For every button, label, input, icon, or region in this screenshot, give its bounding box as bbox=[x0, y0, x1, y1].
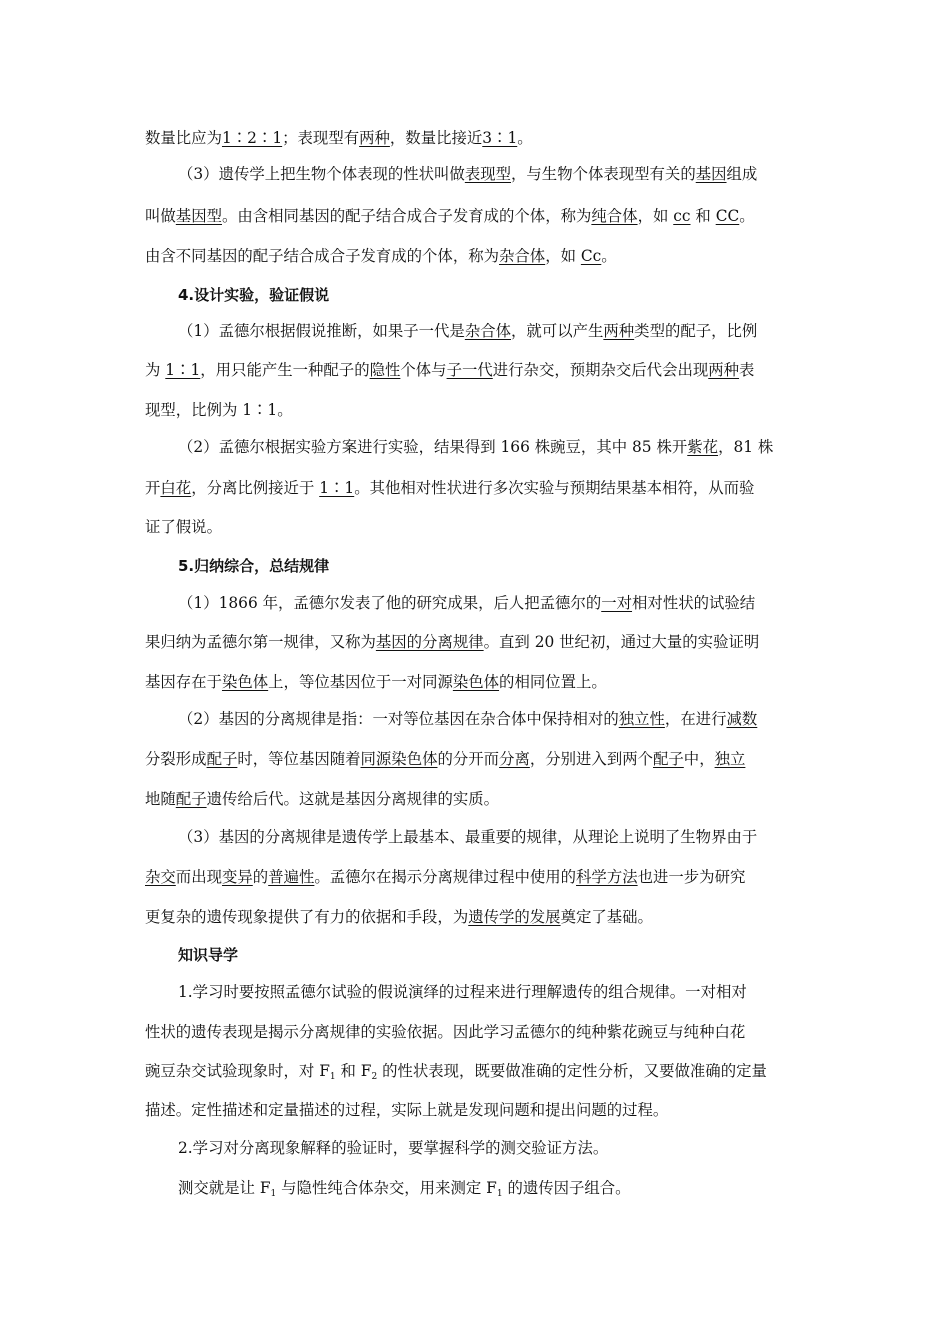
answer-blank: 遗传学的发展 bbox=[468, 908, 561, 926]
text-line bbox=[145, 788, 499, 810]
answer-blank: 配子 bbox=[653, 750, 684, 768]
text-line bbox=[178, 1137, 608, 1159]
text-run: 。直到 20 世纪初，通过大量的实验证明 bbox=[483, 633, 760, 651]
text-line bbox=[178, 1177, 631, 1199]
text-line bbox=[145, 1060, 767, 1082]
subscript: 1 bbox=[329, 1072, 336, 1082]
text-run: 遗传给后代。这就是基因分离规律的实质。 bbox=[206, 790, 500, 808]
text-run: 的遗传因子组合。 bbox=[502, 1179, 631, 1197]
text-run: ；表现型有 bbox=[282, 129, 360, 147]
text-run: 上，等位基因位于一对同源 bbox=[268, 673, 453, 691]
text-run: 证了假说。 bbox=[145, 518, 222, 536]
text-run: 果归纳为孟德尔第一规律，又称为 bbox=[145, 633, 376, 651]
text-run: ，分离比例接近于 bbox=[191, 479, 320, 497]
text-run: 更复杂的遗传现象提供了有力的依据和手段，为 bbox=[145, 908, 469, 926]
text-run: 也进一步为研究 bbox=[637, 868, 746, 886]
text-run: 。其他相对性状进行多次实验与预期结果基本相符，从而验 bbox=[354, 479, 755, 497]
text-run: 性状的遗传表现是揭示分离规律的实验依据。因此学习孟德尔的纯种紫花豌豆与纯种白花 bbox=[145, 1023, 746, 1041]
section-heading: 5.归纳综合，总结规律 bbox=[178, 557, 330, 575]
text-line bbox=[145, 1021, 745, 1043]
text-run: 。孟德尔在揭示分离规律过程中使用的 bbox=[314, 868, 577, 886]
text-run: 数量比应为 bbox=[145, 129, 222, 147]
text-run: ，数量比接近 bbox=[389, 129, 483, 147]
text-run: （3）遗传学上把生物个体表现的性状叫做 bbox=[178, 165, 465, 183]
text-run: ，分别进入到两个 bbox=[529, 750, 653, 768]
text-run: 2.学习对分离现象解释的验证时，要掌握科学的测交验证方法。 bbox=[178, 1139, 609, 1157]
text-line bbox=[145, 477, 754, 499]
text-run: 地随 bbox=[145, 790, 176, 808]
text-run: 1.学习时要按照孟德尔试验的假说演绎的过程来进行理解遗传的组合规律。一对相对 bbox=[178, 983, 747, 1001]
text-run: （2）孟德尔根据实验方案进行实验，结果得到 166 株豌豆，其中 85 株开 bbox=[178, 438, 688, 456]
text-run: （3）基因的分离规律是遗传学上最基本、最重要的规律，从理论上说明了生物界由于 bbox=[178, 828, 758, 846]
answer-blank: 1∶1 bbox=[319, 479, 355, 497]
text-run: 的相同位置上。 bbox=[499, 673, 607, 691]
text-run: ，如 bbox=[637, 207, 674, 225]
text-line bbox=[145, 1099, 668, 1121]
text-line bbox=[145, 671, 607, 693]
text-run: 奠定了基础。 bbox=[560, 908, 653, 926]
text-run: 的 bbox=[252, 868, 269, 886]
text-line bbox=[178, 592, 755, 614]
answer-blank: 分离 bbox=[499, 750, 530, 768]
text-run: 类型的配子，比例 bbox=[634, 322, 758, 340]
text-line bbox=[145, 359, 754, 381]
text-run: 基因存在于 bbox=[145, 673, 222, 691]
answer-blank: CC bbox=[715, 207, 740, 225]
text-run: 分裂形成 bbox=[145, 750, 207, 768]
text-line bbox=[145, 631, 759, 653]
text-run: 表 bbox=[739, 361, 755, 379]
text-run: （1）1866 年，孟德尔发表了他的研究成果，后人把孟德尔的 bbox=[178, 594, 602, 612]
answer-blank: 基因的分离规律 bbox=[375, 633, 484, 651]
answer-blank: 杂交 bbox=[145, 868, 176, 886]
answer-blank: 普遍性 bbox=[268, 868, 315, 886]
text-run: （1）孟德尔根据假说推断，如果子一代是 bbox=[178, 322, 465, 340]
text-run: 现型，比例为 1∶1。 bbox=[145, 401, 293, 419]
text-run: 测交就是让 F bbox=[178, 1179, 271, 1197]
answer-blank: 白花 bbox=[160, 479, 192, 497]
answer-blank: 1∶2∶1 bbox=[221, 129, 283, 147]
text-run: 描述。定性描述和定量描述的过程，实际上就是发现问题和提出问题的过程。 bbox=[145, 1101, 669, 1119]
text-run: 中， bbox=[683, 750, 715, 768]
text-line bbox=[145, 516, 222, 538]
text-run: 时，等位基因随着 bbox=[237, 750, 361, 768]
answer-blank: Cc bbox=[580, 247, 602, 265]
answer-blank: 染色体 bbox=[452, 673, 500, 691]
text-run: 由含不同基因的配子结合成合子发育成的个体，称为 bbox=[145, 247, 499, 265]
text-line bbox=[178, 826, 757, 848]
section-heading: 知识导学 bbox=[178, 946, 239, 964]
answer-blank: 配子 bbox=[206, 750, 238, 768]
answer-blank: 科学方法 bbox=[576, 868, 638, 886]
answer-blank: 3∶1 bbox=[482, 129, 518, 147]
text-run: 组成 bbox=[726, 165, 758, 183]
text-line bbox=[178, 163, 757, 185]
text-run: 。 bbox=[739, 207, 755, 225]
answer-blank: 子一代 bbox=[446, 361, 493, 379]
text-line bbox=[178, 436, 773, 458]
answer-blank: 配子 bbox=[175, 790, 207, 808]
answer-blank: 变异 bbox=[221, 868, 253, 886]
text-line bbox=[145, 866, 745, 888]
text-line bbox=[178, 981, 747, 1003]
answer-blank: 两种 bbox=[359, 129, 390, 147]
text-line bbox=[145, 906, 653, 928]
text-run: 个体与 bbox=[400, 361, 447, 379]
subscript: 1 bbox=[496, 1189, 503, 1199]
text-run: ，如 bbox=[545, 247, 581, 265]
text-run: 相对性状的试验结 bbox=[632, 594, 756, 612]
text-run: 而出现 bbox=[175, 868, 222, 886]
text-run: 叫做 bbox=[145, 207, 176, 225]
answer-blank: 1∶1 bbox=[165, 361, 201, 379]
answer-blank: 两种 bbox=[603, 322, 635, 340]
answer-blank: 隐性 bbox=[369, 361, 401, 379]
answer-blank: cc bbox=[673, 207, 691, 225]
text-run: 开 bbox=[145, 479, 161, 497]
text-run: （2）基因的分离规律是指：一对等位基因在杂合体中保持相对的 bbox=[178, 710, 619, 728]
text-line bbox=[145, 205, 755, 227]
text-line bbox=[145, 399, 293, 421]
text-line bbox=[178, 708, 757, 730]
answer-blank: 纯合体 bbox=[591, 207, 638, 225]
text-run: ，81 株 bbox=[718, 438, 774, 456]
answer-blank: 杂合体 bbox=[499, 247, 546, 265]
text-run: 的性状表现，既要做准确的定性分析，又要做准确的定量 bbox=[377, 1062, 767, 1080]
text-run: 豌豆杂交试验现象时，对 F bbox=[145, 1062, 330, 1080]
text-line bbox=[145, 245, 617, 267]
text-run: 。 bbox=[517, 129, 533, 147]
answer-blank: 两种 bbox=[708, 361, 740, 379]
answer-blank: 基因 bbox=[695, 165, 727, 183]
subscript: 1 bbox=[270, 1189, 277, 1199]
text-run: 为 bbox=[145, 361, 166, 379]
text-line bbox=[145, 127, 533, 149]
answer-blank: 染色体 bbox=[221, 673, 269, 691]
text-run: ，用只能产生一种配子的 bbox=[200, 361, 370, 379]
text-run: 进行杂交，预期杂交后代会出现 bbox=[492, 361, 709, 379]
answer-blank: 杂合体 bbox=[464, 322, 512, 340]
section-heading: 4.设计实验，验证假说 bbox=[178, 286, 330, 304]
subscript: 2 bbox=[371, 1072, 378, 1082]
answer-blank: 独立 bbox=[714, 750, 746, 768]
text-run: 的分开而 bbox=[437, 750, 500, 768]
text-run: 。由含相同基因的配子结合成合子发育成的个体，称为 bbox=[221, 207, 592, 225]
text-run: ，与生物个体表现型有关的 bbox=[511, 165, 696, 183]
answer-blank: 紫花 bbox=[687, 438, 719, 456]
answer-blank: 一对 bbox=[601, 594, 633, 612]
answer-blank: 独立性 bbox=[618, 710, 665, 728]
text-line bbox=[145, 748, 745, 770]
answer-blank: 基因型 bbox=[175, 207, 222, 225]
text-run: 和 bbox=[690, 207, 716, 225]
text-run: 与隐性纯合体杂交，用来测定 F bbox=[276, 1179, 497, 1197]
text-run: 和 F bbox=[335, 1062, 372, 1080]
answer-blank: 减数 bbox=[726, 710, 758, 728]
text-run: ，就可以产生 bbox=[511, 322, 604, 340]
text-run: 。 bbox=[601, 247, 617, 265]
text-line bbox=[178, 320, 757, 342]
answer-blank: 表现型 bbox=[464, 165, 512, 183]
text-run: ，在进行 bbox=[664, 710, 727, 728]
answer-blank: 同源染色体 bbox=[360, 750, 438, 768]
